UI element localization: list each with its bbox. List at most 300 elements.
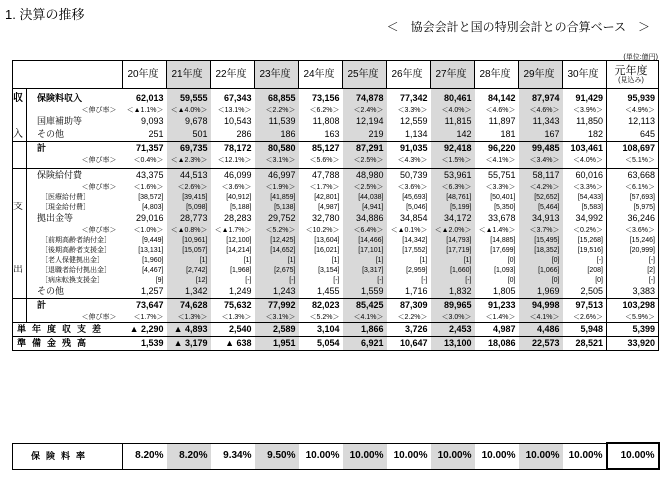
value-cell: ＜5.2%＞ (309, 313, 340, 321)
value-cell: ＜4.1%＞ (343, 312, 387, 323)
value-cell: 94,998 (519, 299, 563, 313)
value-cell: 4,987 (475, 323, 519, 337)
premium-rate-table (12, 442, 660, 470)
value-cell: 46,099 (211, 169, 255, 183)
value-cell: 34,913 (519, 212, 563, 225)
value-cell: 1,866 (343, 323, 387, 337)
row-label: ［退職者給付拠出金］ (41, 266, 111, 274)
value-cell: [44,038] (343, 192, 387, 202)
value-cell: ＜3.7%＞ (519, 225, 563, 235)
value-cell: ＜5.9%＞ (607, 312, 659, 323)
year-header: 26年度 (387, 61, 431, 89)
value-cell: 44,513 (167, 169, 211, 183)
value-cell: 501 (167, 128, 211, 142)
value-cell: ＜1.0%＞ (133, 226, 164, 234)
table-row (13, 92, 659, 105)
value-cell: [14,466] (343, 235, 387, 245)
value-cell: 645 (607, 128, 659, 142)
value-cell: 80,580 (255, 142, 299, 156)
value-cell: 181 (500, 129, 516, 139)
value-cell: ＜3.9%＞ (573, 106, 603, 114)
value-cell: 34,992 (575, 213, 603, 223)
value-cell: 3,104 (299, 323, 343, 337)
value-cell: 10.00% (343, 443, 387, 469)
value-cell: [-] (255, 275, 299, 285)
settlement-table (12, 60, 659, 351)
row-label: 計 (27, 142, 123, 156)
value-cell: 89,965 (431, 299, 475, 313)
value-cell: ＜1.4%＞ (485, 313, 516, 321)
value-cell: ＜▲0.8%＞ (167, 225, 211, 235)
side-label (13, 255, 27, 265)
value-cell: [16,021] (314, 246, 340, 254)
table-row (13, 212, 659, 225)
value-cell: [9] (155, 276, 164, 284)
value-cell: [17,552] (402, 246, 428, 254)
value-cell: ＜2.6%＞ (167, 182, 211, 192)
value-cell: [1,660] (431, 265, 475, 275)
value-cell: ＜1.5%＞ (431, 155, 475, 165)
value-cell: 63,668 (607, 169, 659, 183)
value-cell: ＜6.2%＞ (309, 106, 340, 114)
value-cell: 28,773 (167, 212, 211, 225)
value-cell: [15,495] (519, 235, 563, 245)
value-cell: [17,719] (431, 245, 475, 255)
value-cell: 1,249 (228, 286, 252, 296)
year-header: 21年度 (167, 61, 211, 89)
side-label (13, 225, 27, 235)
value-cell: 163 (324, 129, 340, 139)
table-row (13, 299, 659, 313)
value-cell: 77,342 (399, 93, 428, 103)
value-cell: [-] (245, 276, 252, 284)
value-cell: [5,975] (607, 202, 659, 212)
unit-label: (単位:億円) (623, 54, 658, 61)
value-cell: 58,117 (519, 169, 563, 183)
value-cell: [5,098] (167, 202, 211, 212)
value-cell: 48,980 (343, 169, 387, 183)
side-label (13, 182, 27, 192)
value-cell: ＜3.6%＞ (607, 225, 659, 235)
value-cell: 28,283 (223, 213, 252, 223)
value-cell: 87,291 (343, 142, 387, 156)
value-cell: [17,101] (343, 245, 387, 255)
value-cell: 91,035 (387, 142, 431, 156)
value-cell: [48,761] (431, 192, 475, 202)
row-label: ［現金給付費］ (41, 203, 90, 211)
side-label (13, 235, 27, 245)
value-cell: 5,948 (563, 323, 607, 337)
value-cell: 5,054 (299, 337, 343, 351)
value-cell: 67,343 (223, 93, 252, 103)
table-row (13, 255, 659, 265)
value-cell: 167 (519, 128, 563, 142)
value-cell: 96,220 (475, 142, 519, 156)
value-cell: ＜3.6%＞ (221, 183, 252, 191)
value-cell: [1,093] (494, 266, 516, 274)
value-cell: 4,486 (519, 323, 563, 337)
page-title: 1. 決算の推移 (5, 7, 85, 22)
table-row (13, 128, 659, 142)
side-label: 入 (13, 128, 27, 142)
value-cell: 1,342 (167, 285, 211, 299)
value-cell: [15,246] (607, 235, 659, 245)
side-label (13, 115, 27, 128)
value-cell: [1] (343, 255, 387, 265)
value-cell: ▲ 638 (211, 337, 255, 351)
value-cell: 53,961 (431, 169, 475, 183)
table-row (13, 155, 659, 165)
value-cell: [0] (519, 275, 563, 285)
value-cell: 12,559 (399, 116, 428, 126)
value-cell: ＜6.4%＞ (343, 225, 387, 235)
value-cell: [14,793] (431, 235, 475, 245)
value-cell: [5,188] (230, 203, 252, 211)
side-label (13, 142, 27, 156)
value-cell: 286 (236, 129, 252, 139)
value-cell: 108,697 (607, 142, 659, 156)
value-cell: [52,652] (519, 192, 563, 202)
table-row (13, 275, 659, 285)
row-label: ＜伸び率＞ (81, 313, 117, 321)
value-cell: ＜1.6%＞ (133, 183, 164, 191)
side-label (13, 275, 27, 285)
table-row (13, 142, 659, 156)
value-cell: ＜3.3%＞ (397, 106, 428, 114)
value-cell: [12,425] (255, 235, 299, 245)
value-cell: [4,941] (343, 202, 387, 212)
header-corner (13, 61, 123, 89)
value-cell: 22,573 (519, 337, 563, 351)
value-cell: [12,100] (226, 236, 252, 244)
value-cell: [57,693] (607, 192, 659, 202)
value-cell: ＜1.7%＞ (309, 183, 340, 191)
value-cell: 34,172 (431, 212, 475, 225)
value-cell: 74,628 (167, 299, 211, 313)
year-header: 23年度 (255, 61, 299, 89)
value-cell: [13,131] (138, 246, 164, 254)
value-cell: 1,832 (431, 285, 475, 299)
value-cell: 219 (343, 128, 387, 142)
value-cell: [1,960] (142, 256, 164, 264)
value-cell: 69,735 (167, 142, 211, 156)
value-cell: [0] (507, 256, 516, 264)
side-label: 収 (13, 92, 27, 105)
value-cell: 84,142 (487, 93, 516, 103)
value-cell: ＜2.5%＞ (343, 182, 387, 192)
table-row (13, 182, 659, 192)
value-cell: 2,453 (431, 323, 475, 337)
value-cell: 75,632 (211, 299, 255, 313)
row-label: ［老人保健拠出金］ (41, 256, 104, 264)
value-cell: [40,912] (226, 193, 252, 201)
value-cell: [1,066] (519, 265, 563, 275)
year-header: 28年度 (475, 61, 519, 89)
value-cell: ＜4.6%＞ (485, 106, 516, 114)
value-cell: ＜1.3%＞ (167, 312, 211, 323)
value-cell: 60,016 (563, 169, 607, 183)
year-header: 20年度 (123, 61, 167, 89)
value-cell: 186 (255, 128, 299, 142)
value-cell: 68,855 (255, 92, 299, 105)
value-cell: [50,401] (490, 193, 516, 201)
side-label (13, 212, 27, 225)
value-cell: 87,974 (519, 92, 563, 105)
value-cell: 73,156 (311, 93, 340, 103)
value-cell: ＜4.9%＞ (607, 105, 659, 115)
value-cell: [1,968] (230, 266, 252, 274)
value-cell: [0] (595, 276, 603, 284)
value-cell: [0] (519, 255, 563, 265)
value-cell: [1] (167, 255, 211, 265)
row-label: 拠出金等 (37, 213, 74, 223)
table-row (13, 312, 659, 323)
value-cell: [4,987] (318, 203, 340, 211)
table-row (13, 235, 659, 245)
value-cell: [-] (333, 276, 340, 284)
value-cell: 87,309 (387, 299, 431, 313)
value-cell: [39,415] (167, 192, 211, 202)
value-cell: ＜6.1%＞ (607, 182, 659, 192)
value-cell: ＜13.1%＞ (217, 106, 252, 114)
value-cell: [45,693] (402, 193, 428, 201)
value-cell: [5,350] (494, 203, 516, 211)
value-cell: [14,652] (255, 245, 299, 255)
row-label: 単年度収支差 (13, 323, 123, 337)
value-cell: [-] (343, 275, 387, 285)
value-cell: [14,885] (490, 236, 516, 244)
value-cell: 71,357 (123, 142, 167, 156)
value-cell: 11,343 (519, 115, 563, 128)
row-label: 計 (27, 299, 123, 313)
value-cell: ＜4.1%＞ (485, 156, 516, 164)
value-cell: 11,815 (431, 115, 475, 128)
value-cell: 91,233 (475, 299, 519, 313)
year-header: 29年度 (519, 61, 563, 89)
value-cell: [-] (431, 275, 475, 285)
value-cell: ＜6.3%＞ (431, 182, 475, 192)
row-label: ［病床転換支援金］ (41, 276, 104, 284)
side-label (13, 192, 27, 202)
value-cell: 10.00% (431, 443, 475, 469)
value-cell: 36,246 (607, 212, 659, 225)
value-cell: 77,992 (255, 299, 299, 313)
value-cell: [14,342] (402, 236, 428, 244)
row-label: ＜伸び率＞ (81, 226, 117, 234)
value-cell: ＜12.1%＞ (217, 156, 252, 164)
value-cell: [1] (431, 255, 475, 265)
value-cell: 1,134 (404, 129, 428, 139)
value-cell: ＜0.2%＞ (573, 226, 603, 234)
side-label (13, 299, 27, 313)
value-cell: 43,375 (123, 169, 167, 183)
value-cell: ＜2.5%＞ (343, 155, 387, 165)
value-cell: 92,418 (431, 142, 475, 156)
side-label: 支 (13, 202, 27, 212)
row-label: ＜伸び率＞ (81, 183, 117, 191)
side-label (13, 155, 27, 165)
value-cell: 1,243 (255, 285, 299, 299)
year-header: 24年度 (299, 61, 343, 89)
value-cell: [3,317] (343, 265, 387, 275)
value-cell: 34,886 (343, 212, 387, 225)
row-label: ＜伸び率＞ (81, 106, 117, 114)
value-cell: ＜4.0%＞ (431, 105, 475, 115)
side-label (13, 245, 27, 255)
value-cell: ＜5.2%＞ (255, 225, 299, 235)
value-cell: 9.50% (255, 443, 299, 469)
value-cell: 29,016 (135, 213, 164, 223)
table-row (13, 265, 659, 275)
value-cell: ＜3.4%＞ (519, 155, 563, 165)
value-cell: 82,023 (299, 299, 343, 313)
value-cell: 50,739 (387, 169, 431, 183)
row-label: 国庫補助等 (37, 116, 83, 126)
value-cell: [19,516] (577, 246, 603, 254)
value-cell: [38,572] (138, 193, 164, 201)
value-cell: [2] (607, 265, 659, 275)
row-label: ［医療給付費］ (41, 193, 90, 201)
value-cell: 9.34% (211, 443, 255, 469)
value-cell: [-] (607, 275, 659, 285)
value-cell: 9,678 (167, 115, 211, 128)
value-cell: [42,801] (314, 193, 340, 201)
value-cell: 33,678 (487, 213, 516, 223)
value-cell: 10.00% (563, 443, 607, 469)
value-cell: [9,449] (142, 236, 164, 244)
value-cell: [-] (421, 276, 428, 284)
value-cell: 95,939 (607, 92, 659, 105)
value-cell: ＜4.6%＞ (519, 105, 563, 115)
value-cell: ＜4.2%＞ (519, 182, 563, 192)
value-cell: 78,172 (211, 142, 255, 156)
value-cell: 55,751 (475, 169, 519, 183)
value-cell: 182 (587, 129, 603, 139)
value-cell: ＜▲1.7%＞ (214, 226, 252, 234)
year-header: 27年度 (431, 61, 475, 89)
value-cell: 97,513 (563, 299, 607, 313)
row-label: ＜伸び率＞ (81, 156, 117, 164)
value-cell: [1] (243, 256, 252, 264)
value-cell: 62,013 (135, 93, 164, 103)
value-cell: ＜▲2.3%＞ (167, 155, 211, 165)
value-cell: 80,461 (431, 92, 475, 105)
value-cell: 47,788 (299, 169, 343, 183)
value-cell: 29,752 (255, 212, 299, 225)
value-cell: [2,675] (255, 265, 299, 275)
row-label: 準備金残高 (13, 337, 123, 351)
value-cell: ＜▲4.0%＞ (167, 105, 211, 115)
value-cell: ＜1.7%＞ (133, 313, 164, 321)
value-cell: ＜1.9%＞ (255, 182, 299, 192)
latest-year: 元年度 (614, 64, 648, 77)
value-cell: 10.00% (299, 443, 343, 469)
value-cell: 91,429 (575, 93, 603, 103)
value-cell: ＜2.4%＞ (343, 105, 387, 115)
side-label (13, 285, 27, 299)
value-cell: [5,046] (406, 203, 428, 211)
row-label: その他 (37, 286, 65, 296)
value-cell: ＜4.1%＞ (519, 312, 563, 323)
value-cell: 1,969 (519, 285, 563, 299)
table-row (13, 105, 659, 115)
value-cell: ＜▲1.4%＞ (478, 226, 516, 234)
value-cell: 59,555 (167, 92, 211, 105)
value-cell: [0] (507, 276, 516, 284)
value-cell: [-] (596, 256, 603, 264)
value-cell: 73,647 (123, 299, 167, 313)
table-row (13, 323, 659, 337)
value-cell: [5,583] (581, 203, 603, 211)
value-cell: 1,539 (123, 337, 167, 351)
table-row (13, 245, 659, 255)
value-cell: 2,540 (211, 323, 255, 337)
value-cell: [5,138] (255, 202, 299, 212)
table-row (13, 225, 659, 235)
value-cell: 11,808 (312, 116, 340, 126)
value-cell: [2,742] (167, 265, 211, 275)
value-cell: 74,878 (343, 92, 387, 105)
value-cell: ▲ 2,290 (123, 323, 167, 337)
value-cell: 18,086 (475, 337, 519, 351)
side-label (13, 169, 27, 183)
value-cell: ＜1.3%＞ (221, 313, 252, 321)
table-row (13, 337, 659, 351)
value-cell: ＜2.6%＞ (573, 313, 603, 321)
value-cell: ＜3.6%＞ (397, 183, 428, 191)
value-cell: [20,999] (607, 245, 659, 255)
value-cell: ▲ 3,179 (167, 337, 211, 351)
value-cell: 12,113 (607, 115, 659, 128)
value-cell: [4,467] (142, 266, 164, 274)
value-cell: 46,997 (255, 169, 299, 183)
value-cell: [10,961] (167, 235, 211, 245)
value-cell: [208] (587, 266, 603, 274)
value-cell: ＜3.0%＞ (431, 312, 475, 323)
row-label: ［前期高齢者納付金］ (41, 236, 111, 244)
table-row (13, 192, 659, 202)
value-cell: 85,127 (299, 142, 343, 156)
value-cell: [41,859] (255, 192, 299, 202)
value-cell: ＜3.1%＞ (255, 312, 299, 323)
value-cell: [1] (255, 255, 299, 265)
value-cell: 11,850 (576, 116, 603, 126)
value-cell: 1,951 (255, 337, 299, 351)
side-label (13, 105, 27, 115)
value-cell: ＜3.3%＞ (573, 183, 603, 191)
side-label: 出 (13, 265, 27, 275)
value-cell: [54,433] (577, 193, 603, 201)
row-label: その他 (37, 129, 65, 139)
value-cell: 2,589 (255, 323, 299, 337)
table-row (13, 169, 659, 183)
value-cell: 1,716 (404, 286, 428, 296)
value-cell: ＜4.3%＞ (397, 156, 428, 164)
value-cell: 10.00% (387, 443, 431, 469)
page-subtitle: ＜ 協会会計と国の特別会計との合算ベース ＞ (386, 20, 650, 34)
value-cell: 85,425 (343, 299, 387, 313)
value-cell: 3,383 (607, 285, 659, 299)
value-cell: 2,505 (580, 286, 603, 296)
value-cell: [1] (331, 256, 340, 264)
value-cell: ＜3.1%＞ (255, 155, 299, 165)
value-cell: 251 (148, 129, 164, 139)
value-cell: 10.00% (519, 443, 563, 469)
year-header: 30年度 (563, 61, 607, 89)
value-cell: ＜5.1%＞ (607, 155, 659, 165)
value-cell: 3,726 (387, 323, 431, 337)
value-cell: ＜▲0.1%＞ (390, 226, 428, 234)
